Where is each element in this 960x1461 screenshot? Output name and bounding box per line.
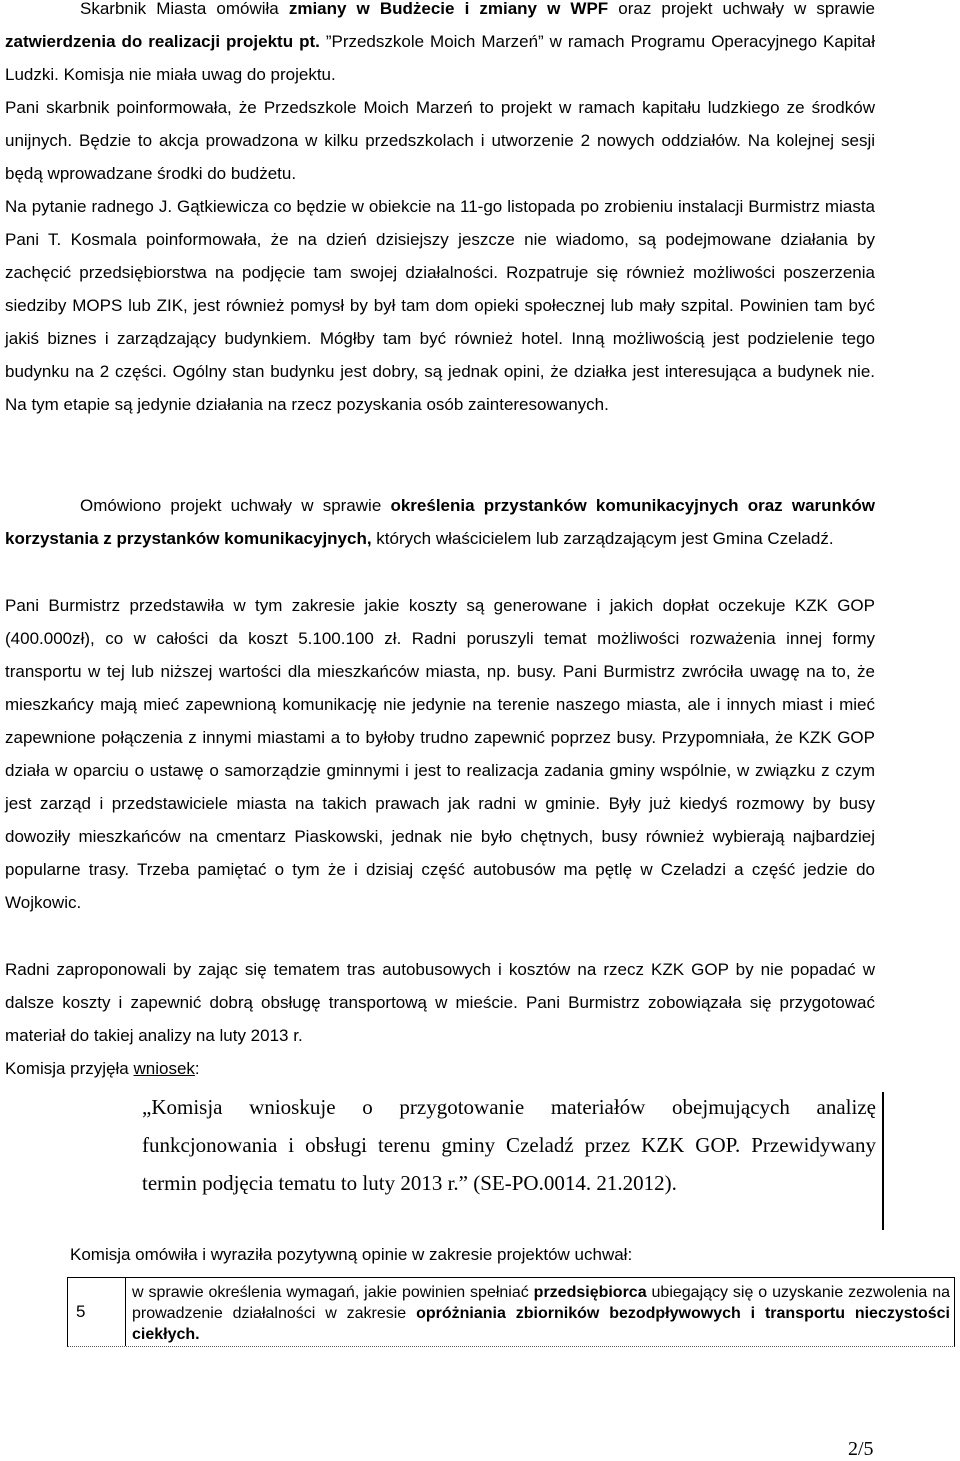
paragraph-treasurer-info: Pani skarbnik poinformowała, że Przedszkole Moich Marzeń to projekt w ramach kapitału ludzkiego ze środków unijnych. Będzie to akcja prowadzona w kilku przedszkolach i utworzenie 2 nowych oddziałów. Na kolejnej sesji będą wprowadzane środki do budżetu. [5,98,875,183]
paragraph-resolutions-intro: Komisja omówiła i wyraziła pozytywną opinie w zakresie projektów uchwał: [70,1245,633,1264]
paragraph-bus-stops: Omówiono projekt uchwały w sprawie określenia przystanków komunikacyjnych oraz warunków korzystania z przystanków komunikacyjnych, których właścicielem lub zarządzającym jest Gmina Czeladź. [5,496,875,548]
page-number: 2/5 [848,1438,874,1460]
paragraph-question: Na pytanie radnego J. Gątkiewicza co będzie w obiekcie na 11-go listopada po zrobieniu instalacji Burmistrz miasta Pani T. Kosmala poinformowała, że na dzień dzisiejszy jeszcze nie wiadomo, są podejmowane działania by zachęcić przedsiębiorstwa na podjęcie tam swojej działalności. Rozpatruje się również możliwości poszerzenia siedziby MOPS lub ZIK, jest również pomysł by był tam dom opieki społecznej lub mały szpital. Powinien tam być jakiś biznes i zarządzający budynkiem. Mógłby tam być również hotel. Inną możliwością jest podzielenie tego budynku na 2 części. Ogólny stan budynku jest dobry, są jednak opini, że działka jest interesująca a budynek nie. Na tym etapie są jedynie działania na rzecz pozyskania osób zainteresowanych. [5,197,875,414]
paragraph-councillors-proposal: Radni zaproponowali by zając się tematem tras autobusowych i kosztów na rzecz KZK GOP by nie popadać w dalsze koszty i zapewnić dobrą obsługę transportową w mieście. Pani Burmistrz zobowiązała się przygotować materiał do takiej analizy na luty 2013 r. [5,960,875,1045]
resolutions-table [67,1277,955,1347]
motion-quote: „Komisja wnioskuje o przygotowanie materiałów obejmujących analizę funkcjonowania i obsługi terenu gminy Czeladź przez KZK GOP. Przewidywany termin podjęcia tematu to luty 2013 r.” (SE-PO.0014. 21.2012). [142,1095,876,1195]
table-row-description: w sprawie określenia wymagań, jakie powinien spełniać przedsiębiorca ubiegający się o uzyskanie zezwolenia na prowadzenie działalności w zakresie opróżniania zbiorników bezodpływowych i transportu nieczystości ciekłych. [132,1284,951,1343]
paragraph-budget: Skarbnik Miasta omówiła zmiany w Budżecie i zmiany w WPF oraz projekt uchwały w sprawie zatwierdzenia do realizacji projektu pt. ”Przedszkole Moich Marzeń” w ramach Programu Operacyjnego Kapitał Ludzki. Komisja nie miała uwag do projektu. [5,0,875,84]
paragraph-motion-accepted: Komisja przyjęła wniosek: [5,1059,200,1078]
quote-border [882,1092,884,1230]
table-row-number: 5 [68,1278,126,1346]
paragraph-mayor-costs: Pani Burmistrz przedstawiła w tym zakresie jakie koszty są generowane i jakich dopłat oczekuje KZK GOP (400.000zł), co w całości da koszt 5.100.100 zł. Radni poruszyli temat możliwości rozważenia innej formy transportu w tej lub niższej wartości dla mieszkańców miasta, np. busy. Pani Burmistrz zwróciła uwagę na to, że mieszkańcy mają mieć zapewnioną komunikację nie jedynie na terenie naszego miasta, ale i innych miast i mieć zapewnione połączenia z innymi miastami a to byłoby trudno zapewnić poprzez busy. Przypomniała, że KZK GOP działa w oparciu o ustawę o samorządzie gminnymi i jest to realizacja zadania gminy wspólnie, w związku z czym jest zarząd i przedstawiciele miasta na takich prawach jak radni w gminie. Były już kiedyś rozmowy by busy dowoziły mieszkańców na cmentarz Piaskowski, jednak nie było chętnych, busy również wybierają najbardziej popularne trasy. Trzeba pamiętać o tym że i dzisiaj część autobusów ma pętlę w Czeladzi a część jedzie do Wojkowic. [5,596,875,912]
